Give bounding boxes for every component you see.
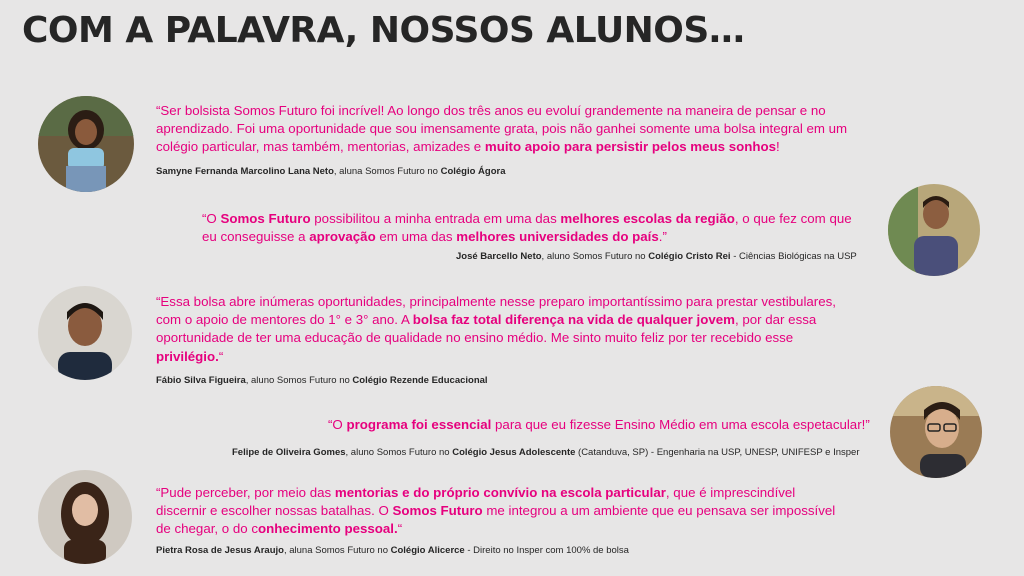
attribution-3 bbox=[156, 375, 488, 387]
text-segment: Samyne Fernanda Marcolino Lana Neto bbox=[156, 166, 334, 177]
quote-1 bbox=[156, 102, 856, 157]
quote-4 bbox=[328, 416, 888, 434]
text-segment: Colégio Alicerce bbox=[390, 545, 465, 556]
text-segment: .” bbox=[658, 229, 667, 245]
attribution-5 bbox=[156, 545, 629, 557]
text-segment: , aluno Somos Futuro no bbox=[541, 251, 649, 262]
text-segment: melhores universidades do país bbox=[456, 229, 659, 245]
text-segment: , aluna Somos Futuro no bbox=[283, 545, 391, 556]
attribution-1 bbox=[156, 166, 506, 178]
text-segment: Colégio Rezende Educacional bbox=[352, 375, 488, 386]
text-segment: Colégio Cristo Rei bbox=[648, 251, 731, 262]
text-segment: “Pude perceber, por meio das bbox=[156, 485, 335, 500]
avatar-photo-icon bbox=[38, 286, 132, 380]
text-segment: me integrou a um ambiente que eu pensava ser impossível de chegar, o do c bbox=[156, 503, 836, 537]
text-segment: “Ser bolsista Somos Futuro foi incrível! Ao longo dos três anos eu evoluí grandemente na maneira de pensar e no aprendizado. Foi uma oportunidade que sou imensamente grata, pois não ganhei somente uma bolsa integral em um colégio particular, mas também, mentorias, amizades e bbox=[156, 103, 848, 155]
text-segment: Colégio Ágora bbox=[440, 166, 506, 177]
page-title: COM A PALAVRA, NOSSOS ALUNOS… bbox=[22, 10, 745, 51]
text-segment: - Ciências Biológicas na USP bbox=[730, 251, 857, 262]
text-segment: “ bbox=[397, 521, 403, 537]
text-segment: “O bbox=[202, 211, 221, 226]
text-segment: programa foi essencial bbox=[346, 417, 492, 432]
quote-2 bbox=[202, 210, 870, 246]
text-segment: - Direito no Insper com 100% de bolsa bbox=[464, 545, 629, 556]
text-segment: para que eu fizesse Ensino Médio em uma escola espetacular!” bbox=[491, 417, 870, 432]
avatar-photo-icon bbox=[38, 96, 134, 192]
text-segment: melhores escolas da região bbox=[560, 211, 735, 226]
avatar-photo-icon bbox=[38, 470, 132, 564]
text-segment: José Barcello Neto bbox=[456, 251, 542, 262]
avatar-photo-icon bbox=[890, 386, 982, 478]
text-segment: , aluno Somos Futuro no bbox=[245, 375, 353, 386]
quote-5 bbox=[156, 484, 846, 539]
text-segment: possibilitou a minha entrada em uma das bbox=[310, 211, 561, 226]
text-segment: privilégio. bbox=[156, 348, 219, 364]
text-segment: mentorias e do próprio convívio na escola particular bbox=[334, 485, 666, 500]
text-segment: , aluno Somos Futuro no bbox=[345, 447, 453, 458]
text-segment: bolsa faz total diferença na vida de qualquer jovem bbox=[412, 312, 735, 328]
text-segment: aprovação bbox=[309, 229, 376, 245]
attribution-4 bbox=[232, 447, 859, 459]
avatar-photo-icon bbox=[888, 184, 980, 276]
text-segment: Somos Futuro bbox=[220, 211, 311, 226]
text-segment: , aluna Somos Futuro no bbox=[333, 166, 441, 177]
text-segment: Somos Futuro bbox=[392, 503, 483, 519]
text-segment: , o que fez com que eu conseguisse a bbox=[202, 211, 852, 245]
text-segment: , por dar essa oportunidade de ter uma educação de qualidade no ensino médio. Me sinto muito feliz por ter recebido esse bbox=[156, 312, 817, 346]
text-segment: muito apoio para persistir pelos meus sonhos bbox=[484, 139, 776, 155]
text-segment: Felipe de Oliveira Gomes bbox=[232, 447, 346, 458]
attribution-2 bbox=[456, 251, 857, 263]
avatar-pietra bbox=[38, 470, 132, 564]
text-segment: “Essa bolsa abre inúmeras oportunidades, principalmente nesse preparo importantíssimo para prestar vestibulares, com o apoio de mentores do 1° e 3° ano. A bbox=[156, 294, 836, 328]
text-segment: onhecimento pessoal. bbox=[258, 521, 398, 537]
quote-3 bbox=[156, 293, 862, 366]
text-segment: Pietra Rosa de Jesus Araujo bbox=[156, 545, 284, 556]
text-segment: (Catanduva, SP) - Engenharia na USP, UNESP, UNIFESP e Insper bbox=[575, 447, 860, 458]
avatar-jose bbox=[888, 184, 980, 276]
text-segment: Fábio Silva Figueira bbox=[156, 375, 246, 386]
text-segment: “ bbox=[218, 348, 224, 364]
avatar-felipe bbox=[890, 386, 982, 478]
avatar-samyne bbox=[38, 96, 134, 192]
text-segment: , que é imprescindível discernir e escolher nossas batalhas. O bbox=[156, 485, 796, 519]
avatar-fabio bbox=[38, 286, 132, 380]
text-segment: Colégio Jesus Adolescente bbox=[452, 447, 576, 458]
text-segment: ! bbox=[776, 139, 780, 155]
text-segment: em uma das bbox=[375, 229, 457, 245]
text-segment: “O bbox=[328, 417, 347, 432]
